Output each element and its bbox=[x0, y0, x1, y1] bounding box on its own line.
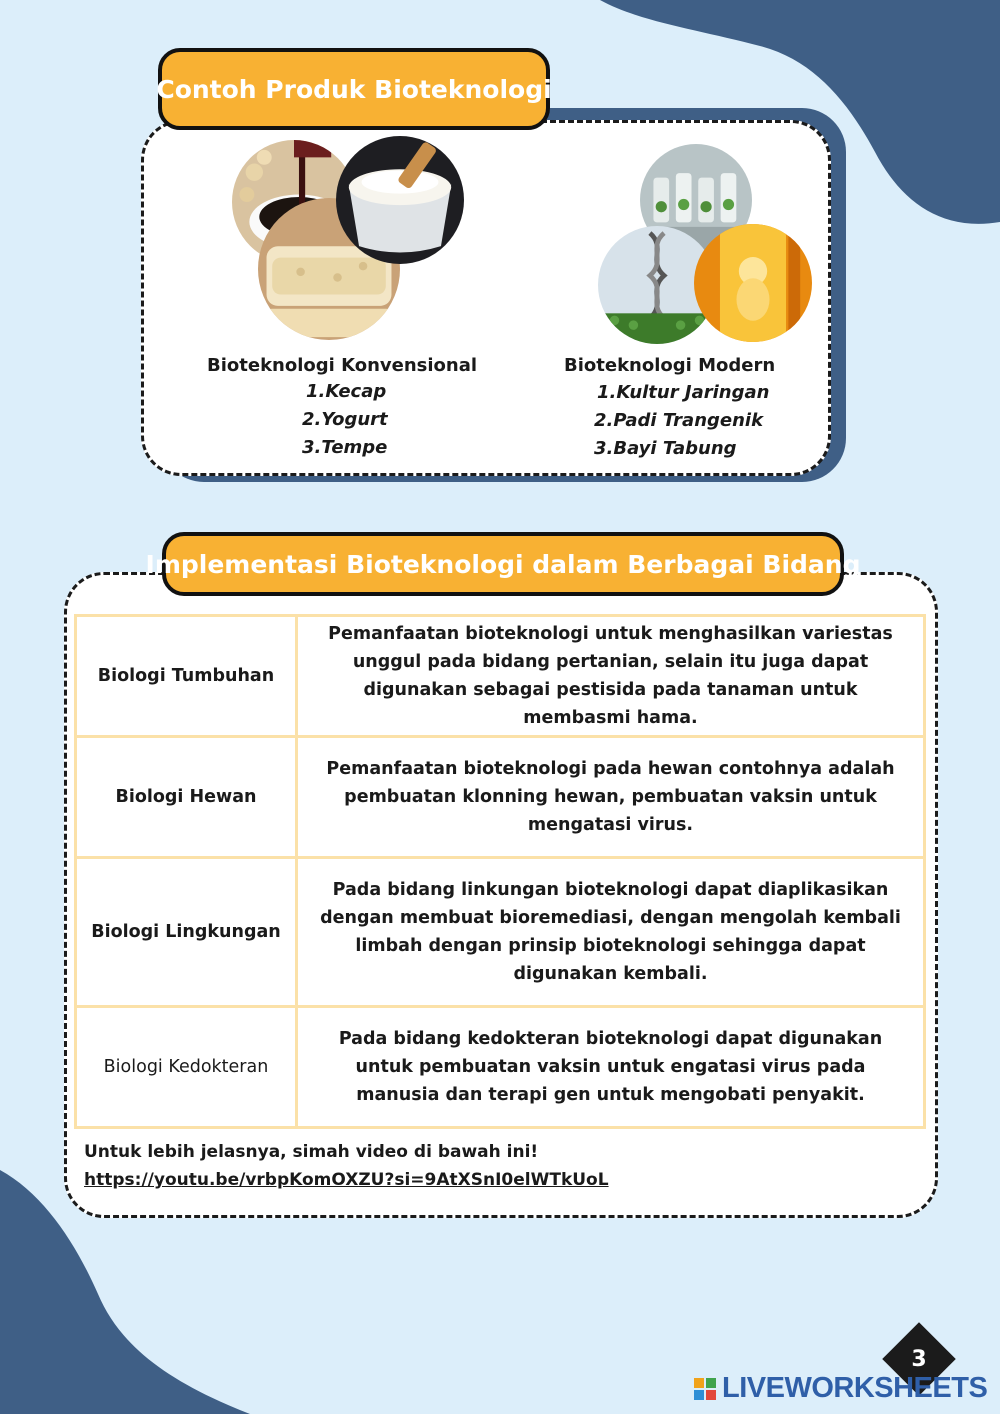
liveworksheets-icon bbox=[694, 1378, 716, 1400]
conventional-item-1: 1.Kecap bbox=[306, 381, 387, 402]
table-row bbox=[76, 616, 925, 737]
products-title: Contoh Produk Bioteknologi bbox=[158, 48, 550, 130]
conventional-item-2: 2.Yogurt bbox=[302, 409, 388, 430]
yogurt-photo bbox=[336, 136, 464, 264]
conventional-heading: Bioteknologi Konvensional bbox=[207, 355, 478, 376]
implementation-table bbox=[74, 614, 926, 1129]
table-row bbox=[76, 858, 925, 1007]
conventional-item-3: 3.Tempe bbox=[302, 437, 388, 458]
description-cell: Pada bidang linkungan bioteknologi dapat diaplikasikan dengan membuat bioremediasi, dengan mengolah kembali limbah dengan prinsip bioteknologi sehingga dapat digunakan kembali. bbox=[297, 858, 925, 1007]
video-link[interactable]: https://youtu.be/vrbpKomOXZU?si=9AtXSnI0elWTkUoL bbox=[84, 1170, 609, 1190]
page-number: 3 bbox=[911, 1346, 927, 1372]
brand-text: LIVEWORKSHEETS bbox=[722, 1372, 988, 1404]
field-cell: Biologi Tumbuhan bbox=[76, 616, 297, 737]
liveworksheets-logo[interactable] bbox=[694, 1372, 987, 1405]
field-cell: Biologi Kedokteran bbox=[76, 1007, 297, 1128]
field-cell: Biologi Lingkungan bbox=[76, 858, 297, 1007]
modern-item-3: 3.Bayi Tabung bbox=[594, 438, 737, 459]
table-row bbox=[76, 1007, 925, 1128]
description-cell: Pada bidang kedokteran bioteknologi dapat digunakan untuk pembuatan vaksin untuk engatasi virus pada manusia dan terapi gen untuk mengobati penyakit. bbox=[297, 1007, 925, 1128]
modern-heading: Bioteknologi Modern bbox=[564, 355, 776, 376]
description-cell: Pemanfaatan bioteknologi pada hewan contohnya adalah pembuatan klonning hewan, pembuatan vaksin untuk mengatasi virus. bbox=[297, 737, 925, 858]
field-cell: Biologi Hewan bbox=[76, 737, 297, 858]
video-note bbox=[84, 1138, 609, 1194]
modern-item-1: 1.Kultur Jaringan bbox=[597, 382, 770, 403]
video-note-text: Untuk lebih jelasnya, simah video di bawah ini! bbox=[84, 1142, 539, 1162]
implementation-title: Implementasi Bioteknologi dalam Berbagai Bidang bbox=[162, 532, 844, 596]
modern-item-2: 2.Padi Trangenik bbox=[594, 410, 764, 431]
bayi-tabung-photo bbox=[694, 224, 812, 342]
description-cell: Pemanfaatan bioteknologi untuk menghasilkan variestas unggul pada bidang pertanian, selain itu juga dapat digunakan sebagai pestisida pada tanaman untuk membasmi hama. bbox=[297, 616, 925, 737]
table-row bbox=[76, 737, 925, 858]
